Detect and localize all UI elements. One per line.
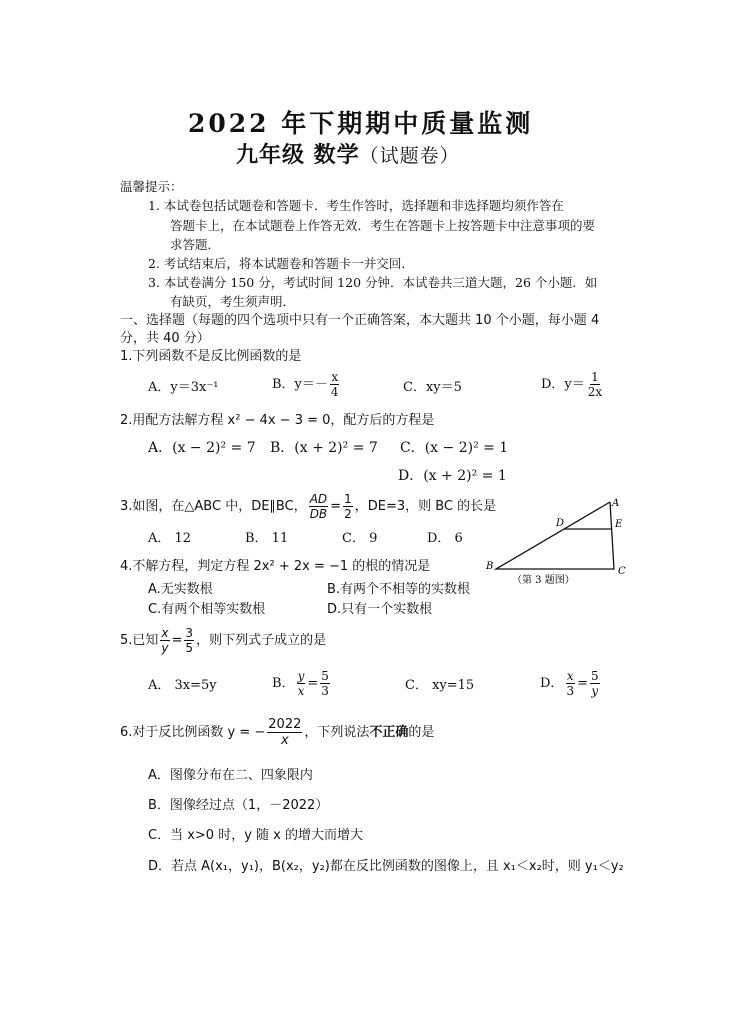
tip-line-2: 答题卡上，在本试题卷上作答无效．考生在答题卡上按答题卡中注意事项的要 xyxy=(170,218,596,233)
q6-option-b: B．图像经过点（1，－2022） xyxy=(148,798,329,813)
q4-option-c: C.有两个相等实数根 xyxy=(148,602,266,617)
q2-option-c: C．(x − 2)² = 1 xyxy=(400,440,509,456)
tip-line-3: 求答题． xyxy=(170,237,221,252)
section1-line1: 一、选择题（每题的四个选项中只有一个正确答案，本大题共 10 个小题，每小题 4 xyxy=(120,313,600,328)
q1-option-c: C．xy＝5 xyxy=(403,380,462,395)
subtitle-paren: （试题卷） xyxy=(359,145,460,167)
section1-line2: 分，共 40 分） xyxy=(120,331,210,346)
q2-stem: 2.用配方法解方程 x² − 4x − 3 = 0，配方后的方程是 xyxy=(120,413,435,428)
q6-stem: 6.对于反比例函数 y = − $\frac{2022}{x}$ ，下列说法不正确的是 xyxy=(120,717,435,748)
triangle-abc xyxy=(496,502,614,569)
page-title: 2022 年下期期中质量监测 xyxy=(188,109,534,138)
q5-option-b: B． $\frac{y}{x}$ = $\frac{5}{3}$ xyxy=(272,669,329,698)
q3-stem: 3.如图，在△ABC 中，DE∥BC， $\frac{AD}{DB}$ = $\frac{1}{2}$ ，DE=3，则 BC 的长是 xyxy=(120,492,497,521)
label-d: D xyxy=(556,518,565,529)
label-a: A xyxy=(612,498,620,509)
label-c: C xyxy=(618,566,626,577)
page-subtitle xyxy=(236,138,460,169)
tip-line-1: 1. 本试卷包括试题卷和答题卡．考生作答时，选择题和非选择题均须作答在 xyxy=(148,198,564,213)
q2-option-a: A．(x − 2)² = 7 xyxy=(148,440,256,456)
q1-option-a: A．y＝3x⁻¹ xyxy=(148,380,219,395)
q3-option-d: D． 6 xyxy=(427,531,463,546)
q6-option-d: D．若点 A(x₁，y₁)，B(x₂，y₂)都在反比例函数的图像上，且 x₁＜x₂时，则 y₁＜y₂ xyxy=(148,859,624,874)
q3-option-a: A． 12 xyxy=(148,531,192,546)
q3-triangle-figure xyxy=(484,494,634,590)
q3-option-c: C． 9 xyxy=(342,531,378,546)
q5-option-a: A． 3x=5y xyxy=(148,678,217,693)
q2-option-b: B．(x + 2)² = 7 xyxy=(270,440,378,456)
q5-stem: 5.已知 $\frac{x}{y}$ = $\frac{3}{5}$ ，则下列式子成立的是 xyxy=(120,626,327,655)
q4-option-b: B.有两个不相等的实数根 xyxy=(327,582,471,597)
q5-option-d: D． $\frac{x}{3}$ = $\frac{5}{y}$ xyxy=(540,669,599,698)
q3-option-b: B． 11 xyxy=(245,531,289,546)
q6-option-a: A．图像分布在二、四象限内 xyxy=(148,768,313,783)
q1-option-b: B．y＝－ $\frac{x}{4}$ xyxy=(272,370,339,399)
q6-option-c: C．当 x>0 时，y 随 x 的增大而增大 xyxy=(148,828,363,843)
q1-option-d: D．y＝ $\frac{1}{2x}$ xyxy=(541,370,603,399)
label-b: B xyxy=(486,561,494,572)
tip-line-5: 3. 本试卷满分 150 分，考试时间 120 分钟．本试卷共三道大题，26 个小题．如 xyxy=(148,275,598,290)
tip-line-6: 有缺页，考生须声明． xyxy=(170,294,296,309)
tip-line-4: 2. 考试结束后，将本试题卷和答题卡一并交回． xyxy=(148,256,414,271)
q1-stem: 1.下列函数不是反比例函数的是 xyxy=(120,349,302,364)
q4-stem: 4.不解方程，判定方程 2x² + 2x = −1 的根的情况是 xyxy=(120,559,431,574)
q2-option-d: D．(x + 2)² = 1 xyxy=(398,468,507,484)
figure-caption: （第 3 题图） xyxy=(512,575,575,586)
tips-heading: 温馨提示： xyxy=(120,179,183,194)
q6-emphasis: 不正确 xyxy=(369,725,409,740)
subtitle-main: 九年级 数学 xyxy=(236,142,360,168)
q5-option-c: C． xy=15 xyxy=(405,678,475,693)
label-e: E xyxy=(615,519,623,530)
q4-option-a: A.无实数根 xyxy=(148,582,213,597)
q4-option-d: D.只有一个实数根 xyxy=(327,602,433,617)
